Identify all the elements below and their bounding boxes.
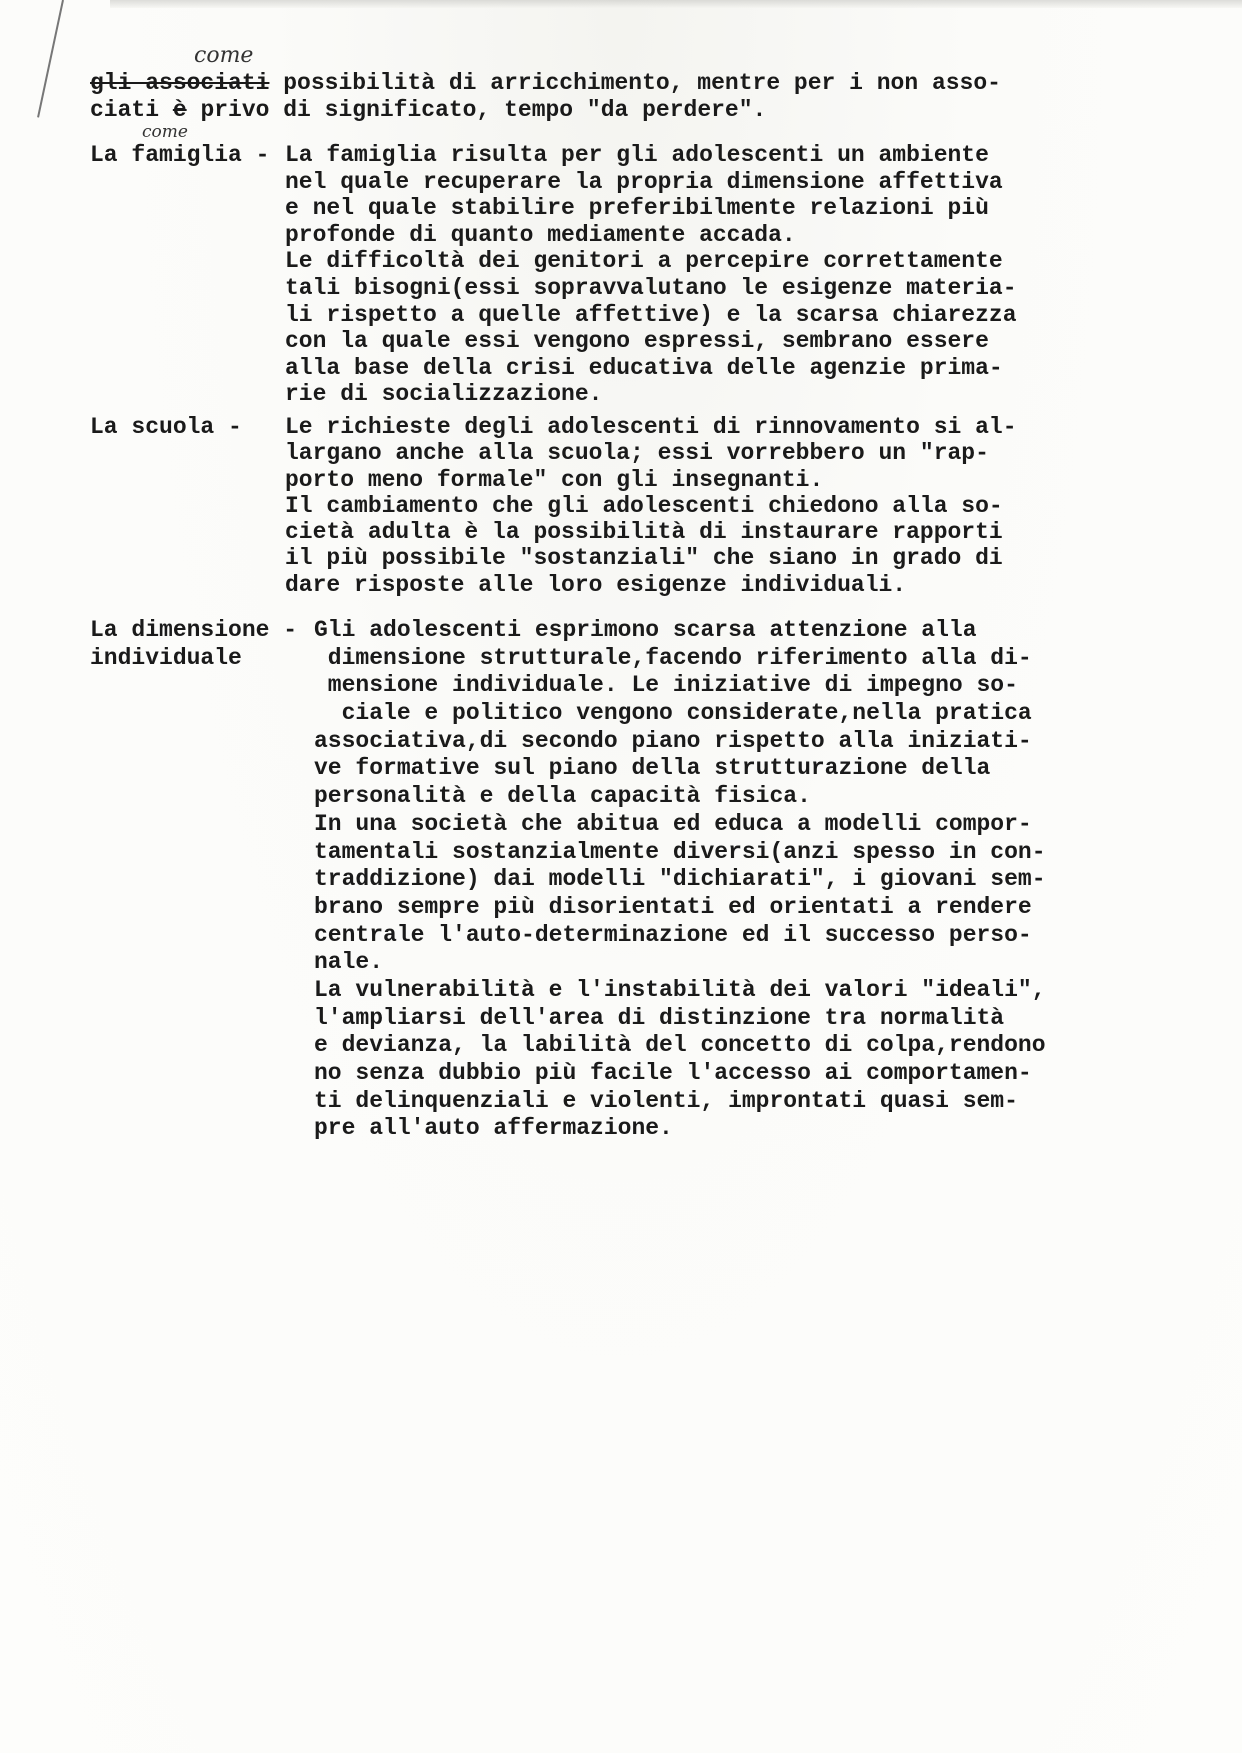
text-line xyxy=(90,672,1190,700)
text-line xyxy=(90,811,1190,839)
text-line xyxy=(90,645,1190,673)
line-text: rie di socializzazione. xyxy=(285,381,603,408)
line-text: mensione individuale. Le iniziative di impegno so- xyxy=(314,672,1018,699)
label-spacer xyxy=(90,700,314,728)
handwritten-correction: come xyxy=(194,43,254,68)
text-line xyxy=(90,440,1190,466)
label-spacer xyxy=(90,169,285,196)
line-text: La famiglia risulta per gli adolescenti un ambiente xyxy=(285,142,989,168)
text-line xyxy=(90,169,1190,196)
label-spacer xyxy=(90,195,285,222)
text-line xyxy=(90,1005,1190,1033)
text-line xyxy=(90,949,1190,977)
text-line xyxy=(90,783,1190,811)
line-text: tamentali sostanzialmente diversi(anzi spesso in con- xyxy=(314,838,1046,865)
text-line xyxy=(90,1115,1190,1143)
label-spacer xyxy=(90,728,314,756)
label-spacer xyxy=(90,222,285,249)
line-text: ciale e politico vengono considerate,nella pratica xyxy=(314,700,1032,727)
line-text: brano sempre più disorientati ed orientati a rendere xyxy=(314,893,1032,920)
label-spacer xyxy=(90,811,314,839)
line-text: possibilità di arricchimento, mentre per i non asso- xyxy=(269,70,1001,96)
label-spacer xyxy=(90,545,285,571)
text-line xyxy=(90,302,1190,329)
text-line xyxy=(90,1088,1190,1116)
line-text: La vulnerabilità e l'instabilità dei valori "ideali", xyxy=(314,976,1046,1003)
text-line xyxy=(90,97,1190,124)
label-spacer xyxy=(90,783,314,811)
line-text: ciati xyxy=(90,96,173,123)
label-spacer xyxy=(90,1060,314,1088)
label-spacer xyxy=(90,355,285,382)
struck-text: gli associati xyxy=(90,70,270,96)
label-spacer xyxy=(90,866,314,894)
text-line xyxy=(90,755,1190,783)
label-spacer xyxy=(90,440,285,466)
line-text: li rispetto a quelle affettive) e la scarsa chiarezza xyxy=(285,301,1017,328)
label-spacer xyxy=(90,1032,314,1060)
section-label: La dimensione - xyxy=(90,617,298,643)
text-line xyxy=(90,728,1190,756)
section-scuola xyxy=(90,414,1190,598)
line-text: Le richieste degli adolescenti di rinnovamento si al- xyxy=(285,414,1017,440)
text-line xyxy=(90,248,1190,275)
line-text: e devianza, la labilità del concetto di colpa,rendono xyxy=(314,1032,1046,1059)
line-text: il più possibile "sostanziali" che siano in grado di xyxy=(285,545,1003,572)
line-text: tali bisogni(essi sopravvalutano le esigenze materia- xyxy=(285,274,1017,301)
text-line xyxy=(90,142,1190,169)
line-text: Gli adolescenti esprimono scarsa attenzione alla xyxy=(314,617,977,643)
label-spacer xyxy=(90,894,314,922)
text-line xyxy=(90,519,1190,545)
label-spacer xyxy=(90,381,285,408)
text-line xyxy=(90,617,1190,645)
text-line xyxy=(90,275,1190,302)
label-spacer xyxy=(90,1088,314,1116)
line-text: centrale l'auto-determinazione ed il successo perso- xyxy=(314,921,1032,948)
label-spacer xyxy=(90,1115,314,1143)
label-spacer xyxy=(90,755,314,783)
text-line xyxy=(90,894,1190,922)
struck-text: è xyxy=(172,96,187,123)
label-spacer xyxy=(90,328,285,355)
line-text: e nel quale stabilire preferibilmente relazioni più xyxy=(285,195,989,222)
line-text: ve formative sul piano della strutturazione della xyxy=(314,755,991,782)
text-line xyxy=(90,1032,1190,1060)
text-line xyxy=(90,222,1190,249)
line-text: personalità e della capacità fisica. xyxy=(314,783,811,810)
text-line xyxy=(90,414,1190,440)
label-spacer xyxy=(90,1005,314,1033)
scan-top-shadow xyxy=(110,0,1242,8)
label-spacer xyxy=(90,493,285,519)
handwritten-correction: come xyxy=(142,122,188,142)
line-text: l'ampliarsi dell'area di distinzione tra normalità xyxy=(314,1004,1005,1031)
section-label: La famiglia - xyxy=(90,142,270,168)
line-text: largano anche alla scuola; essi vorrebbero un "rap- xyxy=(285,440,989,467)
text-line xyxy=(90,977,1190,1005)
label-spacer xyxy=(90,275,285,302)
text-line xyxy=(90,493,1190,519)
text-line xyxy=(90,922,1190,950)
line-text: associativa,di secondo piano rispetto alla iniziati- xyxy=(314,727,1032,754)
text-line xyxy=(90,545,1190,571)
text-line xyxy=(90,1060,1190,1088)
line-text: privo di significato, tempo "da perdere". xyxy=(186,96,767,123)
label-spacer xyxy=(90,949,314,977)
margin-pen-mark xyxy=(37,0,64,118)
section-famiglia xyxy=(90,142,1190,408)
section-label: individuale xyxy=(90,644,242,671)
line-text: ti delinquenziali e violenti, improntati quasi sem- xyxy=(314,1087,1018,1114)
line-text: con la quale essi vengono espressi, sembrano essere xyxy=(285,328,989,355)
text-line xyxy=(90,70,1190,97)
label-spacer xyxy=(90,572,285,598)
intro-paragraph xyxy=(90,70,1190,123)
line-text: cietà adulta è la possibilità di instaurare rapporti xyxy=(285,519,1003,546)
line-text: pre all'auto affermazione. xyxy=(314,1115,673,1142)
label-spacer xyxy=(90,248,285,275)
line-text: no senza dubbio più facile l'accesso ai comportamen- xyxy=(314,1060,1032,1086)
line-text: nale. xyxy=(314,949,384,976)
label-spacer xyxy=(90,922,314,950)
text-line xyxy=(90,572,1190,598)
label-spacer xyxy=(90,977,314,1005)
line-text: Il cambiamento che gli adolescenti chiedono alla so- xyxy=(285,492,1003,519)
text-line xyxy=(90,467,1190,493)
line-text: porto meno formale" con gli insegnanti. xyxy=(285,466,824,493)
section-label: La scuola - xyxy=(90,414,242,440)
label-spacer xyxy=(90,672,314,700)
line-text: In una società che abitua ed educa a modelli compor- xyxy=(314,810,1032,837)
line-text: dimensione strutturale,facendo riferimento alla di- xyxy=(314,644,1032,671)
line-text: dare risposte alle loro esigenze individuali. xyxy=(285,571,907,598)
text-line xyxy=(90,328,1190,355)
label-spacer xyxy=(90,519,285,545)
label-spacer xyxy=(90,839,314,867)
line-text: nel quale recuperare la propria dimensione affettiva xyxy=(285,168,1003,195)
label-spacer xyxy=(90,467,285,493)
line-text: Le difficoltà dei genitori a percepire correttamente xyxy=(285,248,1003,275)
section-dimensione-individuale xyxy=(90,617,1190,1143)
text-line xyxy=(90,195,1190,222)
line-text: profonde di quanto mediamente accada. xyxy=(285,221,796,248)
label-spacer xyxy=(90,302,285,329)
line-text: alla base della crisi educativa delle agenzie prima- xyxy=(285,354,1003,381)
text-line xyxy=(90,866,1190,894)
line-text: traddizione) dai modelli "dichiarati", i giovani sem- xyxy=(314,866,1046,893)
text-line xyxy=(90,355,1190,382)
text-line xyxy=(90,839,1190,867)
text-line xyxy=(90,381,1190,408)
text-line xyxy=(90,700,1190,728)
